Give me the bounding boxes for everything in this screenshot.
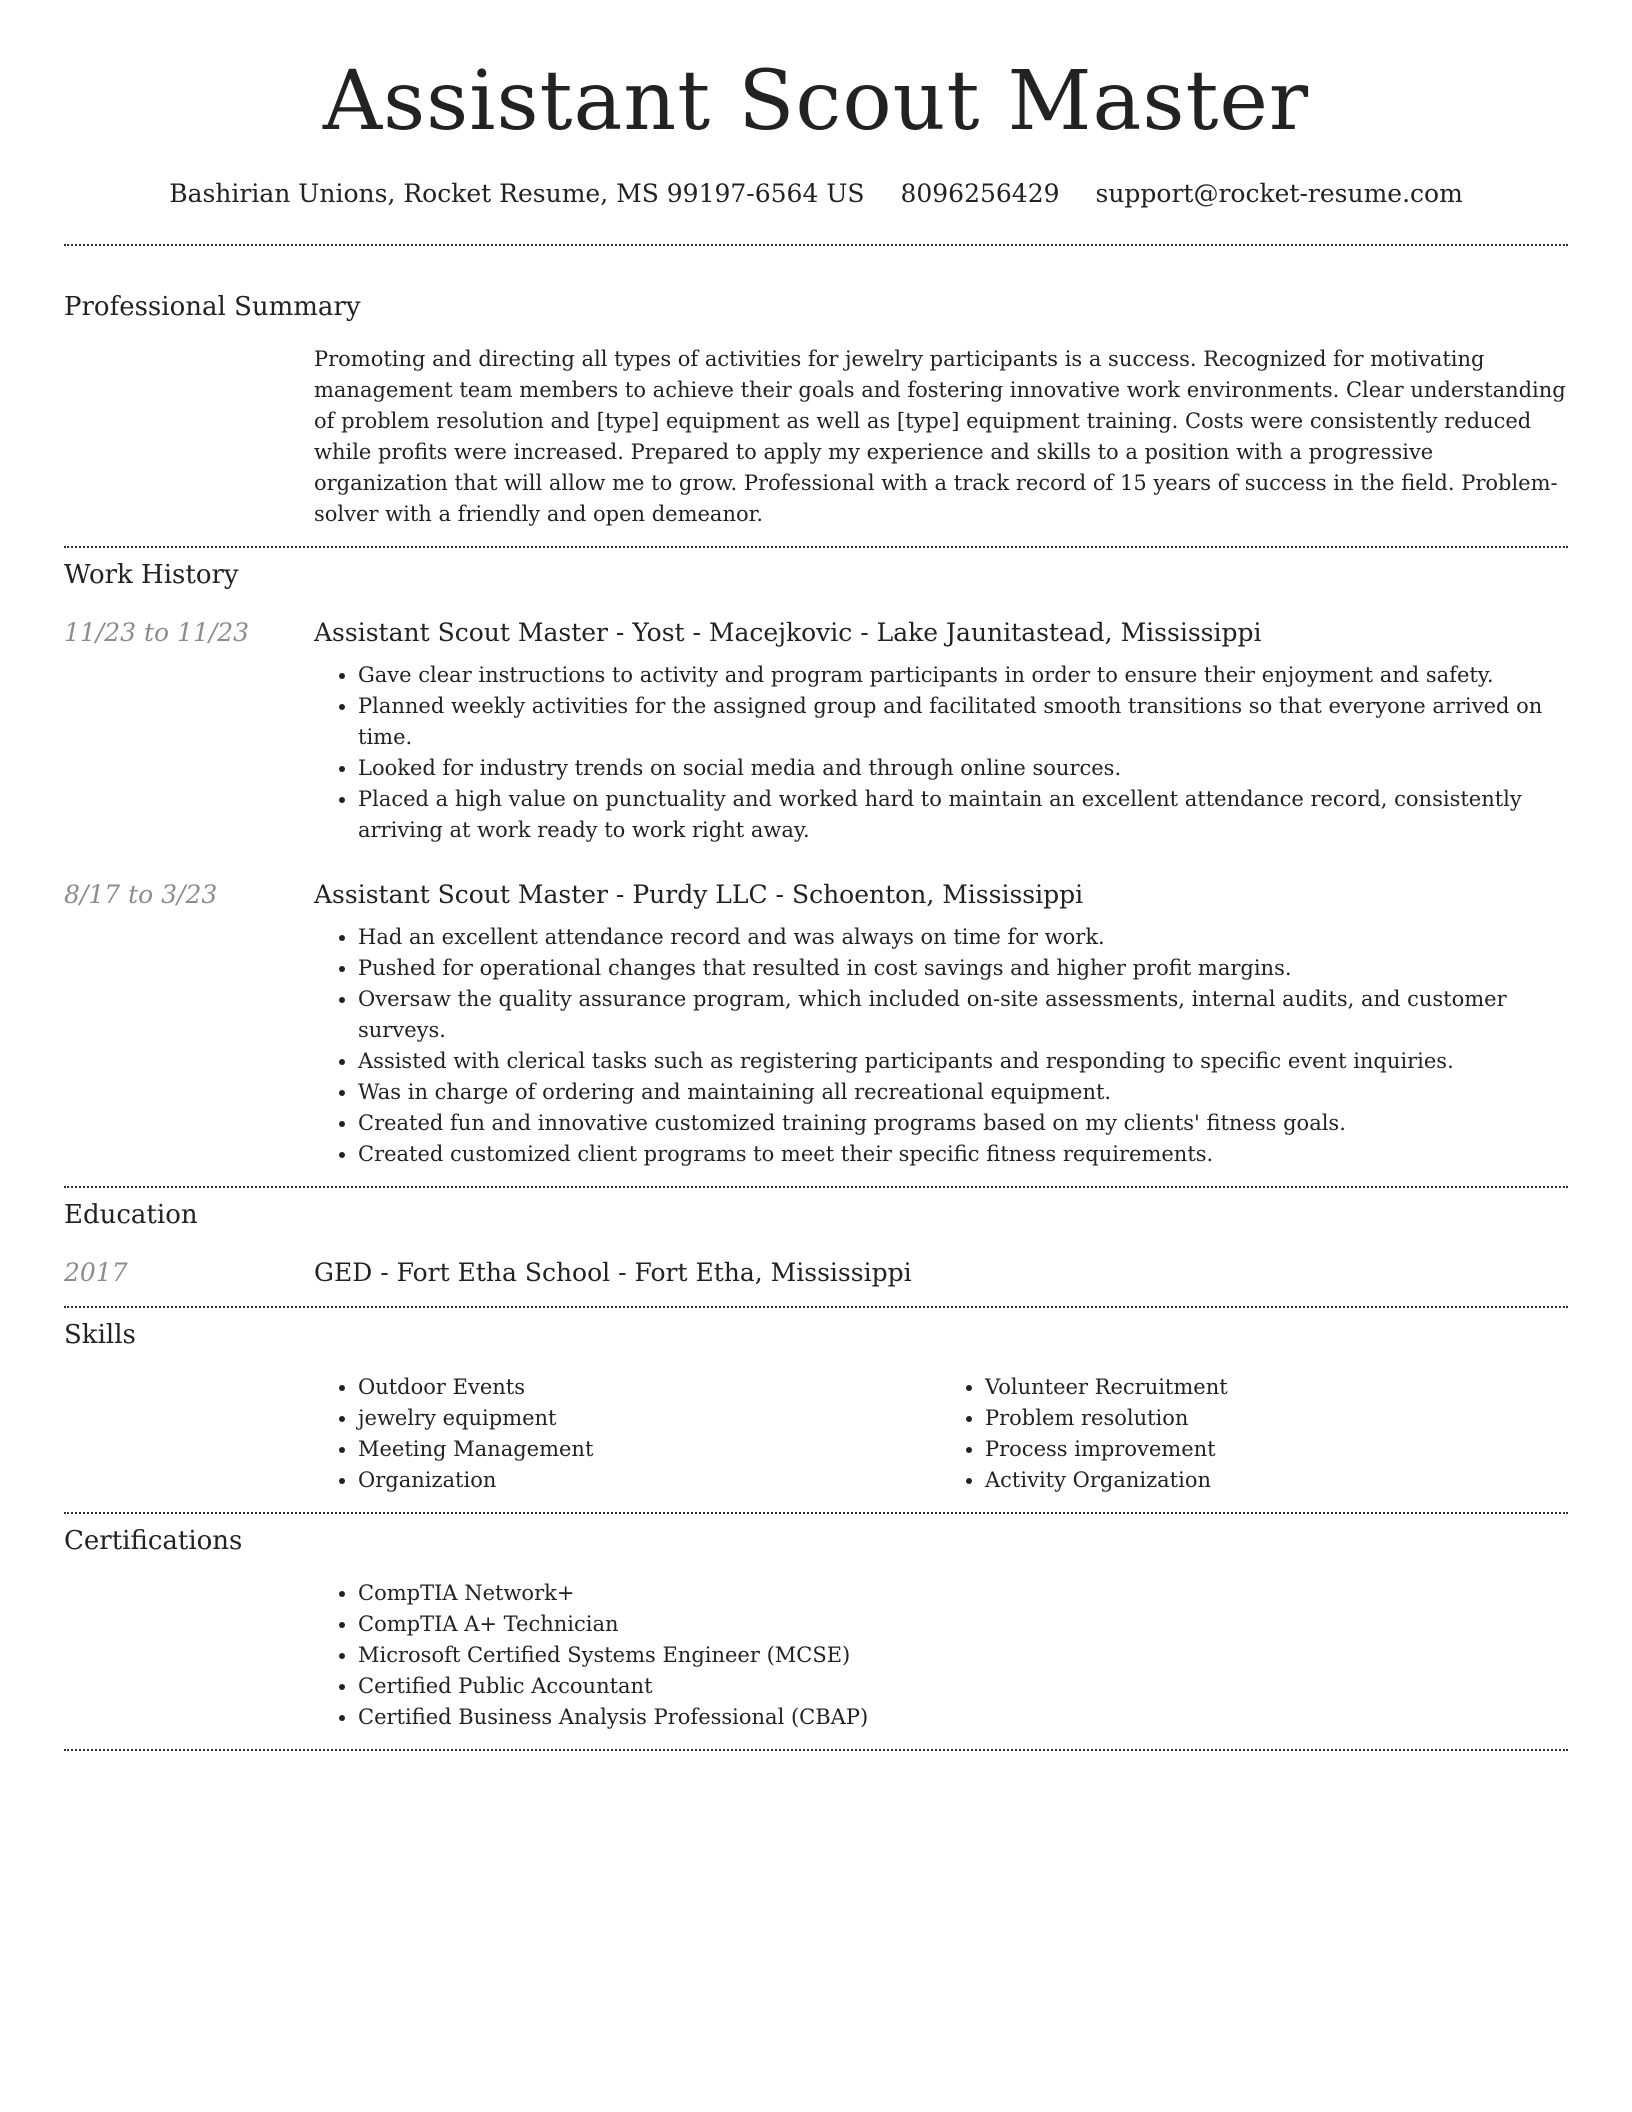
contact-email: support@rocket-resume.com bbox=[1095, 179, 1463, 208]
skills-list-right bbox=[941, 1372, 1568, 1496]
certifications-list bbox=[314, 1578, 1568, 1733]
education-heading: GED - Fort Etha School - Fort Etha, Mississippi bbox=[314, 1258, 912, 1287]
certification-item: • Certified Public Accountant bbox=[358, 1671, 1568, 1702]
certification-item: • CompTIA A+ Technician bbox=[358, 1609, 1568, 1640]
certification-item: • Certified Business Analysis Professional (CBAP) bbox=[358, 1702, 1568, 1733]
certification-item: • CompTIA Network+ bbox=[358, 1578, 1568, 1609]
candidate-name: Assistant Scout Master bbox=[322, 54, 1310, 149]
job-dates: 11/23 to 11/23 bbox=[64, 618, 250, 647]
divider bbox=[64, 1186, 1568, 1188]
list-item: • Had an excellent attendance record and was always on time for work. bbox=[358, 922, 1568, 953]
summary-text: Promoting and directing all types of activities for jewelry participants is a success. Recognized for motivating management team members to achieve their goals and fostering innovative work environments. Clear understanding of problem resolution and [type] equipment as well as [type] equipment training. Costs were consistently reduced while profits were increased. Prepared to apply my experience and skills to a position with a progressive organization that will allow me to grow. Professional with a track record of 15 years of success in the field. Problem-solver with a friendly and open demeanor. bbox=[314, 347, 1566, 526]
summary-section bbox=[64, 290, 1568, 530]
list-item: • Planned weekly activities for the assigned group and facilitated smooth transitions so that everyone arrived on time. bbox=[358, 691, 1568, 753]
list-item: • Gave clear instructions to activity and program participants in order to ensure their enjoyment and safety. bbox=[358, 660, 1568, 691]
divider bbox=[64, 1749, 1568, 1751]
list-item: • Assisted with clerical tasks such as registering participants and responding to specific event inquiries. bbox=[358, 1046, 1568, 1077]
list-item: • Pushed for operational changes that resulted in cost savings and higher profit margins. bbox=[358, 953, 1568, 984]
education-section bbox=[64, 1198, 1568, 1290]
job-heading: Assistant Scout Master - Yost - Macejkovic - Lake Jaunitastead, Mississippi bbox=[314, 618, 1262, 647]
skills-list-left bbox=[314, 1372, 941, 1496]
divider bbox=[64, 1306, 1568, 1308]
contact-phone: 8096256429 bbox=[900, 179, 1060, 208]
job-entry bbox=[64, 878, 1568, 1170]
skill-item: • Outdoor Events bbox=[358, 1372, 941, 1403]
skill-item: • Process improvement bbox=[985, 1434, 1568, 1465]
list-item: • Was in charge of ordering and maintaining all recreational equipment. bbox=[358, 1077, 1568, 1108]
job-entry bbox=[64, 616, 1568, 846]
list-item: • Looked for industry trends on social media and through online sources. bbox=[358, 753, 1568, 784]
divider bbox=[64, 1512, 1568, 1514]
list-item: • Created customized client programs to meet their specific fitness requirements. bbox=[358, 1139, 1568, 1170]
section-title-education: Education bbox=[64, 1200, 198, 1230]
work-history-section bbox=[64, 558, 1568, 1170]
education-entry bbox=[64, 1256, 1568, 1290]
skills-grid bbox=[314, 1372, 1568, 1496]
job-heading: Assistant Scout Master - Purdy LLC - Schoenton, Mississippi bbox=[314, 880, 1084, 909]
skill-item: • Problem resolution bbox=[985, 1403, 1568, 1434]
divider bbox=[64, 546, 1568, 548]
list-item: • Oversaw the quality assurance program, which included on-site assessments, internal audits, and customer surveys. bbox=[358, 984, 1568, 1046]
skill-item: • Volunteer Recruitment bbox=[985, 1372, 1568, 1403]
job-bullets bbox=[314, 660, 1568, 846]
skills-section bbox=[64, 1318, 1568, 1496]
skill-item: • Activity Organization bbox=[985, 1465, 1568, 1496]
section-title-work: Work History bbox=[64, 560, 239, 590]
contact-address: Bashirian Unions, Rocket Resume, MS 99197-6564 US bbox=[169, 179, 865, 208]
job-bullets bbox=[314, 922, 1568, 1170]
section-title-summary: Professional Summary bbox=[64, 292, 361, 322]
certifications-section bbox=[64, 1524, 1568, 1733]
section-title-skills: Skills bbox=[64, 1320, 136, 1350]
contact-info bbox=[64, 178, 1568, 210]
education-year: 2017 bbox=[64, 1258, 128, 1287]
skill-item: • jewelry equipment bbox=[358, 1403, 941, 1434]
list-item: • Created fun and innovative customized training programs based on my clients' fitness goals. bbox=[358, 1108, 1568, 1139]
section-title-certifications: Certifications bbox=[64, 1526, 243, 1556]
skill-item: • Meeting Management bbox=[358, 1434, 941, 1465]
resume-header bbox=[64, 0, 1568, 210]
job-dates: 8/17 to 3/23 bbox=[64, 880, 218, 909]
certification-item: • Microsoft Certified Systems Engineer (MCSE) bbox=[358, 1640, 1568, 1671]
list-item: • Placed a high value on punctuality and worked hard to maintain an excellent attendance record, consistently arriving at work ready to work right away. bbox=[358, 784, 1568, 846]
skill-item: • Organization bbox=[358, 1465, 941, 1496]
divider bbox=[64, 244, 1568, 246]
